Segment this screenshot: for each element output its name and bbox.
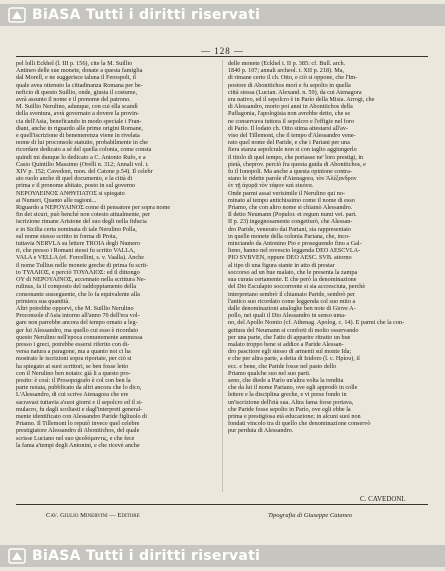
- page-number: — 128 —: [201, 46, 244, 56]
- text-line: ricordare dedicato a sé del quella colonia, come consta: [16, 146, 152, 154]
- text-line: con il Nerulino ben notato: già li a questo pro-: [16, 369, 131, 377]
- watermark-text: BiASA Tutti i diritti riservati: [32, 548, 261, 564]
- text-line: di Parìo. Il lodato ch. Otto stima attestarsi all'av-: [228, 124, 349, 132]
- text-line: pur perduta di Alessandro.: [228, 427, 294, 435]
- text-line: ἐν τῇ ἀγορᾷ τὸν τάφον καὶ εἰκόνα.: [228, 182, 314, 190]
- text-line: scrisse Luciano nel suo ψευδόμαντις, e che fece: [16, 434, 135, 442]
- left-column: [16, 60, 214, 492]
- text-line: pel lolli Eckhel (l. III p. 156), cite la M. Suillio: [16, 60, 133, 67]
- text-line: avrà assunto il nome e il prenome del patrono.: [16, 96, 131, 104]
- text-line: minato al tempo antichissimo come il nome di esso: [228, 196, 355, 204]
- text-line: versa natura a paragone, ma a quanto noi ci ha: [16, 348, 131, 356]
- editor-credit: Cav. Giulio Minervini — Editore: [46, 512, 140, 519]
- text-line: ha spiegato ai suoi scrittori, se ben fosse letto: [16, 362, 129, 370]
- text-line: dro Paride, venerato dai Pariani, sia rappresentato: [228, 225, 352, 233]
- text-line: e che per altra parte, a detta di Isidoro (l. c. Ηρίου), il: [228, 355, 360, 363]
- text-line: che Paride fosse sepolto in Parìo, ove egli ebbe la: [228, 405, 351, 413]
- text-line: ne conservava tuttora il sepolcro e l'effigie nel foro: [228, 117, 355, 125]
- text-line: era nativo, ed il sepolcro è in Parìo della Misia. Arrogi, che: [228, 96, 375, 104]
- text-line: primiera sua quantità.: [16, 297, 70, 305]
- text-line: M. Suillio Nerulino, adunque, con cui ella scandì: [16, 103, 138, 111]
- text-line: in quelle monete della colonia Pariana, che, inco-: [228, 232, 351, 240]
- text-line: fiera stanza sepolcrale non si con taglio aggiungerlo: [228, 146, 357, 154]
- text-line: presso i greci, potrebbe essersi riferito con di-: [16, 340, 130, 348]
- text-line: di Alessandro, morto poi anni in Abonitichos della: [228, 103, 353, 111]
- text-line: della sventura, avrà governato a dovere la provin-: [16, 110, 140, 118]
- text-line: ecc. e bene, che Paride fosse nel pasto dello: [228, 362, 337, 370]
- text-line: delle monete (Eckhel t. II p. 385: cf. Bull. arch.: [228, 60, 346, 67]
- text-line: viso del Tillemont, che il tempo d'Alessandro vene-: [228, 132, 356, 140]
- text-line: del Dio Esculapio soccorrente si sia accresciuta, perchè: [228, 283, 366, 291]
- text-line: dal Morell, e ne suggerisce taluna il Ferospoli, il: [16, 74, 136, 82]
- text-line: OY di NEPOYAINOΣ, accennato nella scrittura Ne-: [16, 276, 146, 284]
- text-line: dalle denominazioni analoghe ben note di Giove A-: [228, 304, 356, 312]
- text-line: lettere e la disciplina greche, e vi prese fondo in: [228, 391, 347, 399]
- text-line: e in Sicilia certa nominata di tale Nerulino Polla,: [16, 225, 137, 233]
- text-line: pollo, nei quali il Dio Alessandro in senso uma-: [228, 312, 347, 320]
- watermark-banner-top: [0, 4, 445, 26]
- text-line: fu il Ionopoli. Ma anche a questa opinione contra-: [228, 168, 352, 176]
- text-line: Casio Quintilio Massimo (Orelli n. 312; Annali vol. t.: [16, 160, 149, 168]
- printer-credit: Tipografia di Giuseppe Cataneo: [268, 512, 352, 519]
- text-line: di rimane certo il ch. Otto, e ciò si oppone, che l'Im-: [228, 74, 358, 82]
- text-line: rato quel nome del Paride, e che i Pariani per una: [228, 139, 350, 147]
- text-line: ΝΕΡΟΥΛΕΙΝΟΣ ΑΝΘΥΠΑΤΟΣ si spiegato: [16, 189, 125, 197]
- text-line: PIO SVBVEN, oppure DEO AESC. SVB. attorno: [228, 254, 352, 262]
- footer-rule: [16, 504, 428, 505]
- text-line: prestigiatore Alessandro di Abonitichos, del quale: [16, 427, 140, 435]
- text-line: Antineo delle sue monete, donate a questa famiglia: [16, 67, 143, 75]
- text-line: ato ruolo anche di quel documento, e la città di: [16, 175, 133, 183]
- text-line: II p. 23) ingegnosamente congetturò, che Alessan-: [228, 218, 353, 226]
- text-line: tuttavia NERVLA su lettere TROIA degli Numero: [16, 240, 141, 248]
- watermark-text: BiASA Tutti i diritti riservati: [32, 7, 261, 23]
- text-line: per una parte, che l'atto di apparire ritratto un bue: [228, 333, 351, 341]
- text-line: prima e il pronome abitato, posto in sul governo: [16, 182, 136, 190]
- watermark-banner-bottom: [0, 545, 445, 567]
- text-line: che da lui il nome Pariano, ove egli approdò in colle: [228, 384, 358, 392]
- text-line: gare non parrebbe ancora del tempo ornato a leg-: [16, 319, 138, 327]
- text-line: diani, anche in riguardo alle prime origini Romane,: [16, 124, 143, 132]
- text-line: prima e prestigiosa età educazione; in alcuni suoi non: [228, 412, 361, 420]
- text-line: il titolo di quel tempo, che portasse ne' loro prestigi, in: [228, 153, 364, 161]
- text-line: quale avea ottenuto la cittadinanza Romana per be-: [16, 81, 143, 89]
- text-line: stano le ridette parole d'Atenagora, τὸν Ἀλέξανδρον: [228, 175, 357, 183]
- text-line: il nome Tullius nelle monete greche di prima fu scrit-: [16, 261, 149, 269]
- text-line: ai Numeri, Quanto alle ragioni...: [16, 196, 97, 204]
- biasa-logo-icon: [6, 547, 28, 565]
- text-line: e quell'iscrizione di benemerenza viene in rivelata: [16, 132, 140, 140]
- text-line: sacravasi tuttavia a'suoi giorni e il sepolcro ed il si-: [16, 398, 143, 406]
- text-line: fondati vincolo tra di quello che denominazione conservò: [228, 420, 371, 428]
- text-line: mente identificato con Alessandro Paride figliuolo di: [16, 412, 147, 420]
- text-line: neficio di questo Suillio, onde, giusta il costume,: [16, 88, 137, 96]
- text-line: dro pascitore egli stesso di armenti sul monte Ida;: [228, 348, 352, 356]
- text-line: soccorso ad un bue malato, che le presenta la zampa: [228, 268, 358, 276]
- text-line: Onde parmi assai verisimile il Nerulino qui no-: [228, 189, 346, 197]
- text-line: no, del Apollo Nomio (cf. Athenag. Apolog. c. 14). E parmi che la con-: [228, 319, 405, 327]
- text-line: VALA e VELLA (ef. Forcellini, s. v. Vaalla). Anche: [16, 254, 144, 262]
- text-line: sul nome stesso scritto in forma di Prota,: [16, 232, 118, 240]
- text-line: gettura del Neumann si conforti di molto osservando: [228, 326, 359, 334]
- text-line: un'iscrizione dell'età sua. Altra fama forse portava,: [228, 398, 354, 406]
- right-column: [228, 60, 426, 492]
- text-line: interpretano sembrò il chiamato Paride, sembrò per: [228, 290, 355, 298]
- text-line: nome di lui proconsole statuito, probabilmente in che: [16, 139, 148, 147]
- biasa-logo-icon: [6, 6, 28, 24]
- text-line: iscrizione rimane Aristone del suo degli nella fiducia: [16, 218, 147, 226]
- text-line: questo Nerulino nell'epoca comunemente ammessa: [16, 333, 143, 341]
- text-line: L'Alessandro, di cui scrive Atenagora che ere: [16, 391, 129, 399]
- column-divider: [222, 60, 223, 492]
- text-line: minciando da Antonino Pio e proseguendo fino a Gal-: [228, 240, 362, 248]
- text-line: Paflagonia, l'apologista non avrebbe detto, che se: [228, 110, 351, 118]
- text-line: to ΤΥΛΛΙΟΣ, e perciò ΤΟΥΛΛΙΟΣ: ed il dittongo: [16, 268, 140, 276]
- text-line: postore di Abonitichos morì e fu sepolto in quella: [228, 81, 351, 89]
- author-signature: C. CAVEDONI.: [360, 495, 406, 503]
- text-line: fin dei sicuri, può benché non cotesto attualmente, per: [16, 211, 151, 219]
- text-line: consonante susseguente, che lo fa equivalente alla: [16, 290, 140, 298]
- text-line: ri, che presso i Romani stessi fu scritto VALLA,: [16, 247, 136, 255]
- text-line: Riguardo a NEPOYAINOΣ come di pensatore per sopra nome: [16, 204, 171, 212]
- header-rule: [16, 56, 428, 57]
- text-line: quindi mi dunque lo dedicato a C. Antonio Rufo, e a: [16, 153, 146, 161]
- text-line: seno, che diede a Parìo un'altra volta la rendita: [228, 376, 344, 384]
- text-line: Priamo qualche suo nel suo parti.: [228, 369, 311, 377]
- text-line: posito: è così: il Prosopografo è col con ben la: [16, 376, 131, 384]
- text-line: Priamo. Il Tillemont lo reputò invece quel celebre: [16, 420, 140, 428]
- text-line: l'antico suo ricordato come leggenda col suo mito a: [228, 297, 356, 305]
- text-line: rulinus, fa il composto del raddoppiamento della: [16, 283, 137, 291]
- text-line: la fama a'tempi degli Antonini, e che ricevè anche: [16, 441, 140, 449]
- text-line: cia dell'Asia, beneficando in modo speciale i Fran-: [16, 117, 142, 125]
- text-line: città stessa (Lucian. Alexand. n. 59), da cui Atenagora: [228, 88, 362, 96]
- text-line: XIV p. 152; Cavedoni, mon. del Catone p.54). Il celebr: [16, 168, 153, 176]
- text-line: pietà, cheprov. perciò fra questa guida di Abonitichos, e: [228, 160, 366, 168]
- text-line: lieno, hanno nel rovescio leggenda DEO AESCVLA-: [228, 247, 361, 255]
- text-line: al tipo di una figura stante in atto di prestar: [228, 261, 335, 269]
- text-line: Prìamo, che con altro nome si chiamò Alessandro.: [228, 204, 353, 212]
- text-line: mulacro, fu dagli scoliasti e dagl'interpreti general-: [16, 405, 143, 413]
- text-line: parte notata, pubblicato da altri ancora che lo dico,: [16, 384, 142, 392]
- text-line: ger lui Alessandro, ma quello cui esso è ricordato: [16, 326, 139, 334]
- text-line: mostrato le iscrizioni sopra riportate, per ciò si: [16, 355, 132, 363]
- text-line: Altri potrebbe opporvi, che M. Suillio Nerulino: [16, 304, 134, 312]
- text-line: 1840 p. 107; annali archeol. t. XII p. 218). Ma,: [228, 67, 344, 75]
- text-line: Il detto Neumann (Populor. et regum numi vet. part.: [228, 211, 357, 219]
- text-line: malato troppo bene si addice a Paride Alessan-: [228, 340, 344, 348]
- text-line: sua curata certamente. E che però la denominazione: [228, 276, 357, 284]
- text-line: Proconsole d'Asia intorno all'anno 70 dell'era vol-: [16, 312, 140, 320]
